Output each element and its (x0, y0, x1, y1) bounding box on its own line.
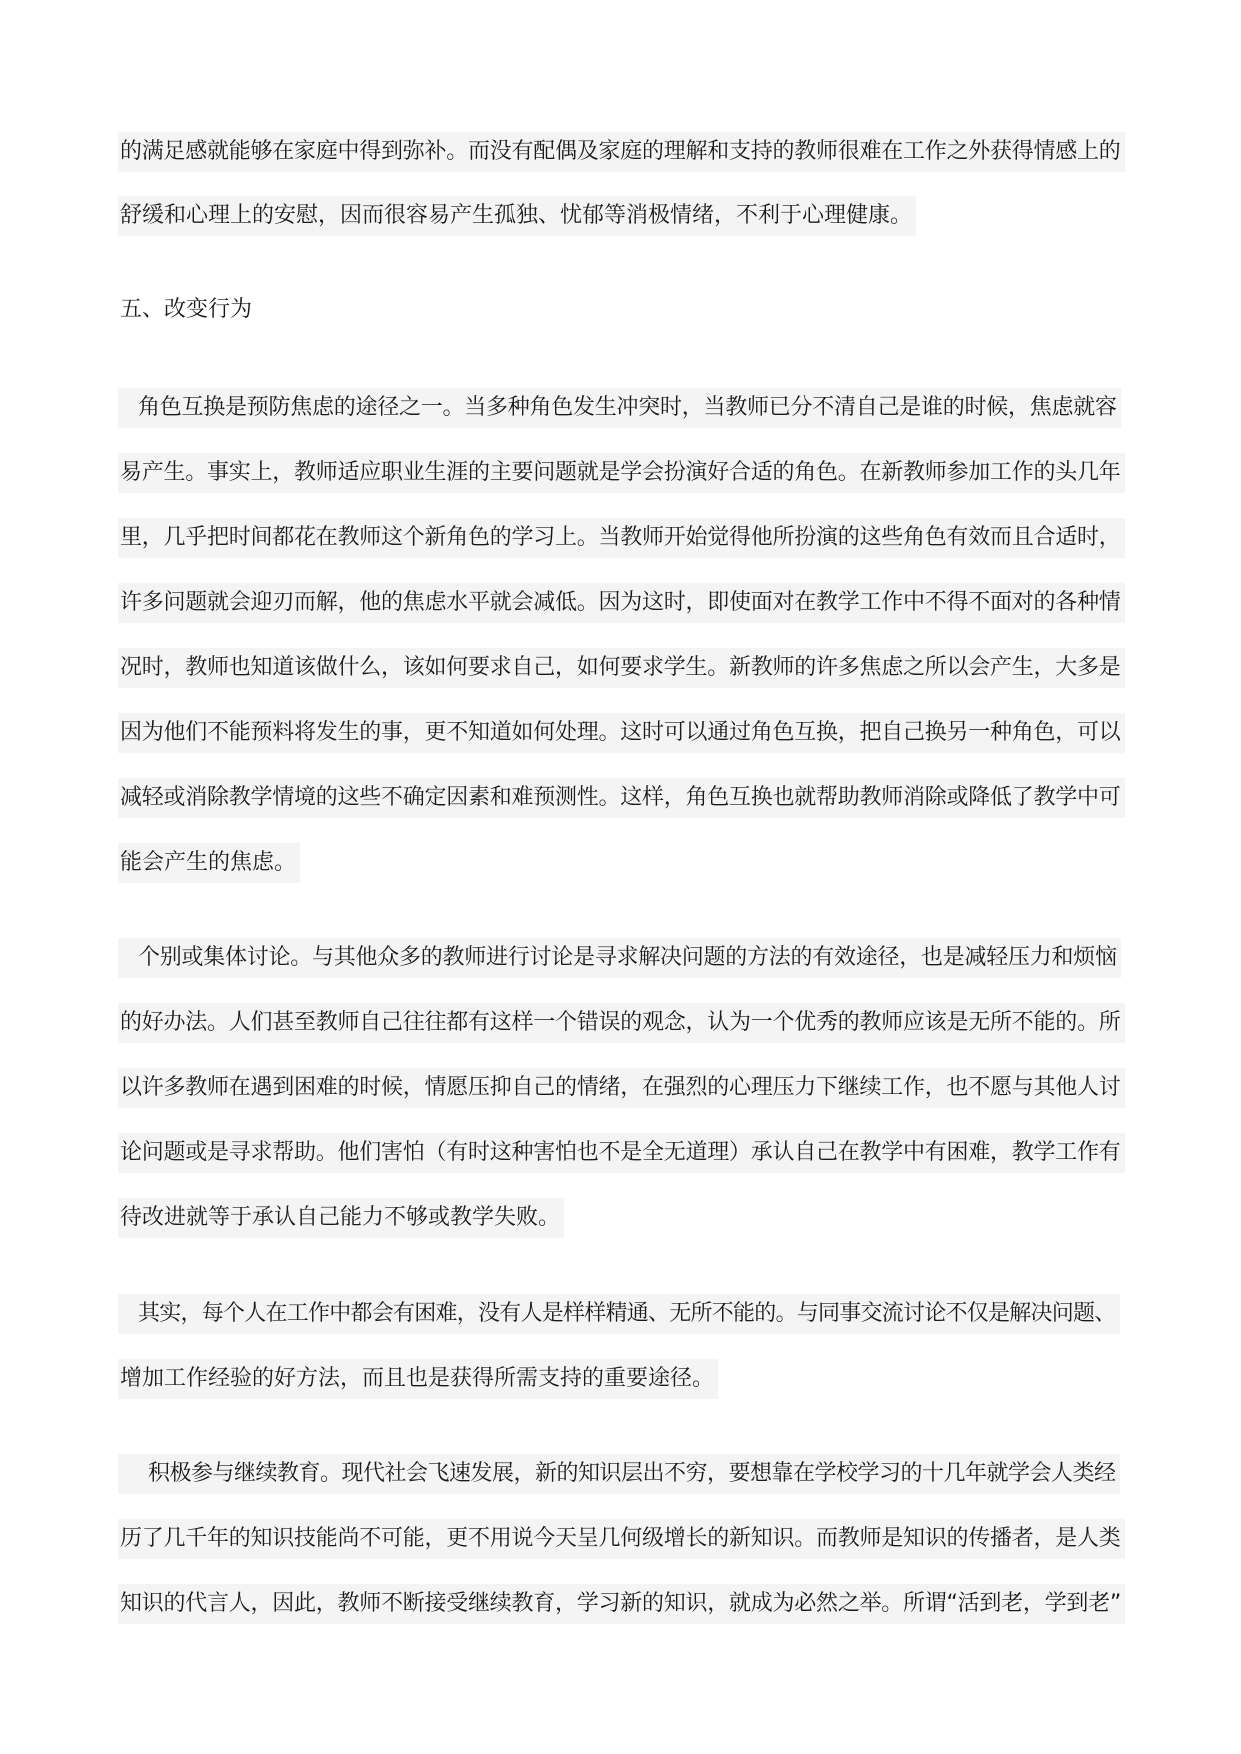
section-heading: 五、改变行为 (120, 297, 253, 322)
text-line: 角色互换是预防焦虑的途径之一。当多种角色发生冲突时，当教师已分不清自己是谁的时候，焦虑就容 (118, 388, 1121, 428)
text-line: 的满足感就能够在家庭中得到弥补。而没有配偶及家庭的理解和支持的教师很难在工作之外获得情感上的 (118, 132, 1125, 172)
text-line: 许多问题就会迎刃而解，他的焦虑水平就会减低。因为这时，即使面对在教学工作中不得不面对的各种情 (118, 583, 1125, 623)
text-line: 个别或集体讨论。与其他众多的教师进行讨论是寻求解决问题的方法的有效途径，也是减轻压力和烦恼 (118, 938, 1121, 978)
text-line: 历了几千年的知识技能尚不可能，更不用说今天呈几何级增长的新知识。而教师是知识的传播者，是人类 (118, 1519, 1125, 1559)
text-line: 况时，教师也知道该做什么，该如何要求自己，如何要求学生。新教师的许多焦虑之所以会产生，大多是 (118, 648, 1125, 688)
text-line: 的好办法。人们甚至教师自己往往都有这样一个错误的观念，认为一个优秀的教师应该是无所不能的。所 (118, 1003, 1125, 1043)
text-line: 待改进就等于承认自己能力不够或教学失败。 (118, 1198, 564, 1238)
text-line: 减轻或消除教学情境的这些不确定因素和难预测性。这样，角色互换也就帮助教师消除或降低了教学中可 (118, 778, 1125, 818)
text-line: 论问题或是寻求帮助。他们害怕（有时这种害怕也不是全无道理）承认自己在教学中有困难，教学工作有 (118, 1133, 1125, 1173)
text-line: 因为他们不能预料将发生的事，更不知道如何处理。这时可以通过角色互换，把自己换另一种角色，可以 (118, 713, 1125, 753)
text-line: 增加工作经验的好方法，而且也是获得所需支持的重要途径。 (118, 1359, 718, 1399)
text-line: 能会产生的焦虑。 (118, 843, 300, 883)
text-line: 舒缓和心理上的安慰，因而很容易产生孤独、忧郁等消极情绪，不利于心理健康。 (118, 196, 916, 236)
text-line: 积极参与继续教育。现代社会飞速发展，新的知识层出不穷，要想靠在学校学习的十几年就学会人类经 (118, 1454, 1120, 1494)
text-line: 以许多教师在遇到困难的时候，情愿压抑自己的情绪，在强烈的心理压力下继续工作，也不愿与其他人讨 (118, 1068, 1125, 1108)
text-line: 易产生。事实上，教师适应职业生涯的主要问题就是学会扮演好合适的角色。在新教师参加工作的头几年 (118, 453, 1125, 493)
text-line: 里，几乎把时间都花在教师这个新角色的学习上。当教师开始觉得他所扮演的这些角色有效而且合适时， (118, 518, 1125, 558)
text-line: 知识的代言人，因此，教师不断接受继续教育，学习新的知识，就成为必然之举。所谓“活到老，学到老” (118, 1584, 1125, 1624)
text-line: 其实，每个人在工作中都会有困难，没有人是样样精通、无所不能的。与同事交流讨论不仅是解决问题、 (118, 1294, 1120, 1334)
